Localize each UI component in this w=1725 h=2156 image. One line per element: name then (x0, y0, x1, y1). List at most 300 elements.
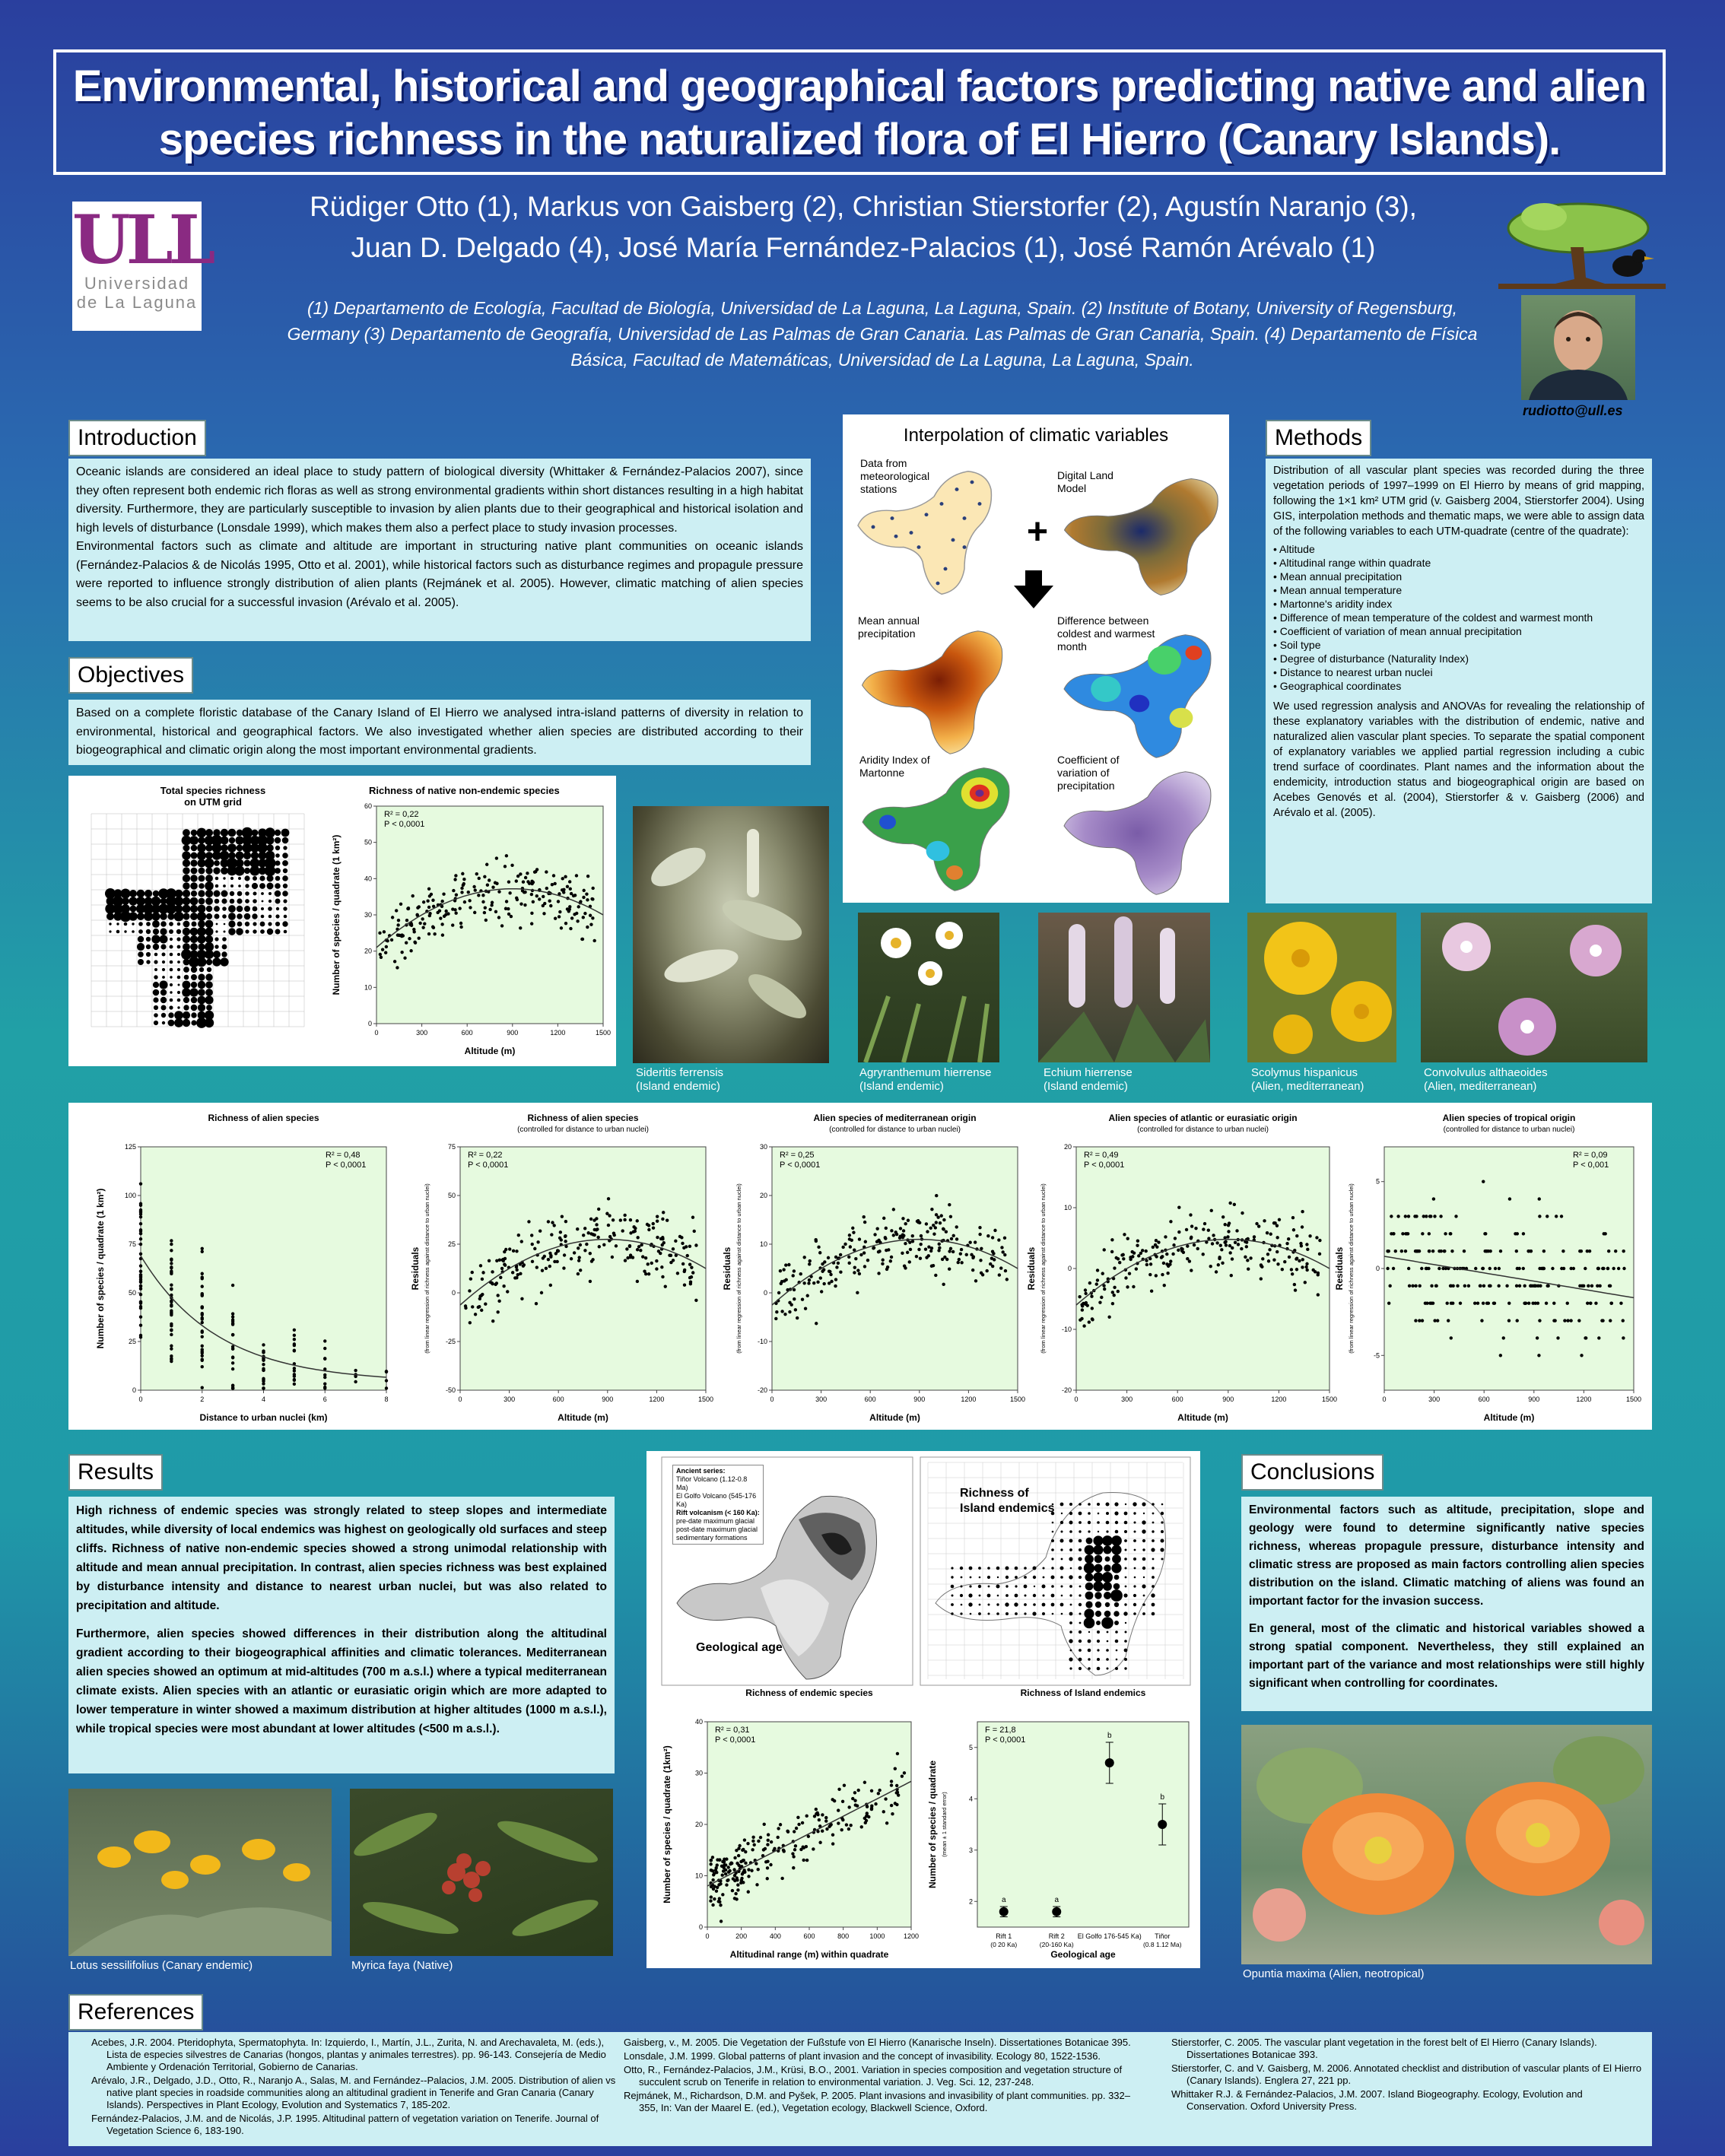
data-point (561, 1215, 564, 1218)
data-point (926, 1230, 929, 1233)
endemic-dot (1079, 1548, 1082, 1551)
data-point (894, 1802, 897, 1805)
data-point (481, 894, 484, 897)
richness-dot (237, 922, 243, 927)
data-point (839, 1271, 842, 1274)
data-point (439, 916, 442, 919)
data-point (750, 1869, 753, 1872)
data-point (870, 1789, 873, 1792)
data-point (1295, 1268, 1298, 1271)
data-point (815, 1322, 818, 1325)
conclusions-heading: Conclusions (1241, 1454, 1383, 1491)
data-point (1155, 1239, 1158, 1242)
richness-dot (283, 907, 287, 910)
endemic-dot (1115, 1667, 1118, 1670)
group-logo-icon (1498, 194, 1666, 289)
data-point (262, 1382, 265, 1385)
data-point (948, 1267, 951, 1270)
data-point (170, 1287, 173, 1290)
reference-entry: Arévalo, J.R., Delgado, J.D., Otto, R., Naranjo A., Salas, M. and Fernández--Palacios, J.M. 2005. Distribution of alien vs native plant species in roadside communities along an altitudinal gradient in Tenerife and Gran Canaria (Canary Islands). Perspectives in Plant Ecology, Evolution and Systematics 7, 185-202. (91, 2075, 616, 2110)
data-point (408, 937, 411, 940)
data-point (1123, 1233, 1126, 1236)
data-point (1215, 1270, 1218, 1273)
data-point (802, 1859, 805, 1862)
richness-dot (153, 891, 160, 897)
data-point (655, 1259, 658, 1262)
y-tick-label: -50 (445, 1386, 456, 1394)
data-point (652, 1226, 655, 1229)
data-point (139, 1204, 142, 1207)
data-point (1217, 1263, 1220, 1266)
data-point (231, 1322, 234, 1326)
richness-dot (268, 900, 272, 903)
data-point (1306, 1248, 1309, 1251)
endemic-dot (1107, 1631, 1109, 1634)
data-point (854, 1257, 857, 1260)
references-box (68, 2032, 1652, 2146)
endemic-dot (1152, 1539, 1155, 1542)
richness-dot (224, 931, 226, 933)
data-point (1004, 1269, 1007, 1272)
richness-dot (170, 991, 172, 993)
data-point (1194, 1227, 1197, 1230)
richness-dot (224, 923, 226, 926)
chart-title: Alien species of mediterranean origin (813, 1113, 977, 1123)
endemic-dot (1061, 1595, 1063, 1597)
data-point (1174, 1237, 1177, 1240)
endemic-dot (1079, 1603, 1082, 1606)
data-point (759, 1836, 762, 1839)
data-point (688, 1262, 691, 1265)
endemic-dot (1095, 1611, 1101, 1617)
methods-p1: Distribution of all vascular plant species was recorded during the three vegetation periods of 1997–1999 on El Hierro by means of grid mapping, following the 1×1 km² UTM grid (v. Gaisberg 2004, Stierstorfer 2004). Using GIS, interpolation methods and thematic maps, we were able to assign data of the following variables to each UTM-quadrate (centre of the quadrate): (1273, 465, 1644, 538)
endemic-dot (1152, 1513, 1155, 1515)
data-point (1480, 1319, 1483, 1322)
data-point (427, 906, 430, 909)
chart-annotation: R² = 0,48 (326, 1151, 361, 1160)
data-point (919, 1243, 922, 1246)
endemic-dot (961, 1577, 963, 1579)
richness-dot (213, 867, 220, 874)
ull-logo-mark: ULL (72, 200, 211, 279)
endemic-dot (1043, 1577, 1045, 1579)
data-point (528, 882, 531, 885)
data-point (293, 1378, 296, 1381)
richness-dot (190, 913, 198, 920)
data-point (885, 1227, 888, 1230)
method-variable: • Distance to nearest urban nuclei (1273, 665, 1644, 679)
richness-dot (267, 929, 273, 935)
data-point (577, 905, 580, 908)
data-point (1080, 1317, 1083, 1320)
data-point (1546, 1284, 1549, 1288)
data-point (139, 1323, 142, 1326)
data-point (807, 1281, 810, 1284)
endemic-dot (1134, 1531, 1136, 1533)
data-point (583, 1227, 586, 1230)
endemic-dot (996, 1603, 999, 1605)
data-point (925, 1222, 928, 1225)
data-point (552, 874, 555, 877)
data-point (1281, 1268, 1284, 1271)
data-point (507, 881, 510, 884)
endemic-dot (1033, 1594, 1036, 1597)
data-point (834, 1256, 837, 1259)
data-point (828, 1824, 831, 1827)
richness-dot (260, 929, 265, 934)
data-point (625, 1247, 628, 1250)
data-point (1132, 1285, 1135, 1288)
data-point (828, 1269, 831, 1272)
geology-legend (672, 1465, 764, 1545)
data-point (467, 891, 470, 894)
data-point (780, 1282, 783, 1285)
richness-dot (237, 906, 243, 913)
data-point (472, 885, 475, 888)
data-point (1418, 1284, 1421, 1288)
richness-dot (160, 913, 167, 920)
data-point (780, 1310, 783, 1313)
endemic-dot (1033, 1603, 1036, 1606)
richness-dot (154, 968, 157, 971)
data-point (1305, 1262, 1308, 1265)
chart-annotation: R² = 0,25 (780, 1151, 815, 1160)
endemic-dot (978, 1612, 981, 1615)
data-point (1088, 1320, 1091, 1323)
data-point (262, 1386, 265, 1389)
data-point (531, 1243, 534, 1246)
data-point (808, 1259, 812, 1262)
richness-dot (183, 1019, 190, 1027)
data-point (856, 1269, 859, 1272)
endemic-dot (1124, 1539, 1127, 1542)
data-point (636, 1219, 639, 1222)
caption-myrica: Myrica faya (Native) (351, 1959, 453, 1972)
conclusions-text (1241, 1497, 1652, 1711)
endemic-dot (1088, 1631, 1090, 1633)
data-point (892, 1208, 895, 1211)
data-point (1228, 1244, 1231, 1247)
data-point (589, 1280, 592, 1283)
data-point (201, 1272, 204, 1275)
category-label: Rift 2 (1048, 1932, 1065, 1940)
data-point (1129, 1258, 1132, 1261)
data-point (139, 1293, 142, 1296)
data-point (1246, 1259, 1249, 1262)
y-tick-label: 10 (694, 1872, 703, 1880)
data-point (1622, 1249, 1625, 1253)
data-point (1096, 1269, 1099, 1272)
data-point (681, 1262, 685, 1265)
data-point (691, 1216, 694, 1219)
data-point (139, 1237, 142, 1240)
endemic-dot (1051, 1557, 1053, 1560)
data-point (1406, 1232, 1409, 1235)
endemic-dot (1134, 1522, 1136, 1524)
data-point (878, 1789, 881, 1792)
data-point (231, 1361, 234, 1364)
richness-dot (153, 997, 158, 1002)
endemic-dot (1105, 1602, 1110, 1607)
data-point (1446, 1302, 1449, 1305)
data-point (481, 1271, 484, 1274)
data-point (385, 1379, 388, 1382)
data-point (837, 1808, 840, 1811)
data-point (403, 957, 406, 960)
data-point (1421, 1232, 1424, 1235)
endemic-dot (1034, 1586, 1035, 1587)
richness-dot (222, 945, 227, 950)
chart-annotation: R² = 0,22 (468, 1151, 503, 1160)
data-point (777, 1836, 780, 1839)
alien-charts-panel (68, 1103, 1652, 1430)
data-point (822, 1282, 825, 1285)
endemic-richness-chart (650, 1685, 920, 1967)
data-point (1584, 1336, 1587, 1339)
data-point (875, 1227, 878, 1230)
data-point (1000, 1246, 1003, 1249)
data-point (986, 1234, 990, 1237)
richness-dot (252, 830, 259, 837)
data-point (1474, 1267, 1477, 1270)
richness-dot (205, 995, 213, 1004)
x-tick-label: 1200 (550, 1029, 566, 1037)
richness-dot (275, 899, 281, 904)
data-point (415, 913, 418, 916)
richness-dot (197, 957, 207, 967)
richness-dot (230, 884, 233, 887)
data-point (942, 1283, 945, 1286)
data-point (960, 1248, 963, 1251)
data-point (533, 1247, 536, 1250)
richness-dot (160, 935, 168, 944)
data-point (827, 1256, 830, 1259)
chart-annotation: P < 0,0001 (384, 820, 425, 829)
endemic-dot (1024, 1603, 1027, 1606)
data-point (1126, 1285, 1129, 1288)
data-point (629, 1218, 632, 1221)
data-point (427, 887, 430, 891)
affiliations: (1) Departamento de Ecología, Facultad de Biología, Universidad de La Laguna, La Laguna, Spain. (2) Institute of Botany, University of Regensburg, Germany (3) Departamento de Geografía, Universidad de Las Palmas de Gran Canaria. Las Palmas de Gran Canaria, Spain. (4) Departamento de Física Básica, Facultad de Matemáticas, Universidad de La Laguna, La Laguna, Spain. (287, 298, 1478, 370)
endemic-dot (1093, 1535, 1103, 1545)
data-point (1304, 1265, 1307, 1269)
significance-letter: a (1001, 1896, 1006, 1904)
endemic-dot (1152, 1612, 1155, 1616)
richness-dot (205, 844, 213, 852)
significance-letter: b (1107, 1732, 1112, 1740)
richness-dot (159, 980, 167, 989)
data-point (1617, 1267, 1620, 1270)
data-point (430, 893, 433, 896)
data-point (1589, 1302, 1592, 1305)
endemic-dot (1079, 1586, 1082, 1588)
data-point (1518, 1284, 1521, 1288)
richness-dot (253, 892, 257, 896)
label-aridity: Aridity Index of Martonne (859, 754, 930, 779)
data-point (1117, 1290, 1120, 1293)
richness-dot (221, 837, 229, 845)
data-point (517, 1234, 520, 1237)
data-point (740, 1878, 743, 1881)
data-point (716, 1886, 719, 1889)
data-point (991, 1265, 994, 1268)
data-point (454, 874, 457, 877)
richness-dot (191, 1012, 196, 1018)
data-point (385, 1386, 388, 1389)
y-tick-label: 0 (132, 1386, 136, 1394)
data-point (906, 1251, 909, 1254)
data-point (847, 1805, 850, 1808)
legend-item-6: sedimentary formations (676, 1534, 748, 1542)
endemic-dot (1161, 1539, 1164, 1543)
richness-dot (206, 1005, 212, 1011)
data-point (414, 941, 417, 944)
richness-dot (177, 961, 180, 964)
richness-dot (109, 930, 111, 932)
endemic-dot (1116, 1659, 1118, 1661)
caption-sideritis (636, 1066, 723, 1094)
data-point (491, 885, 494, 888)
data-point (421, 917, 424, 920)
data-point (924, 1247, 927, 1250)
richness-dot (237, 898, 242, 903)
data-point (848, 1234, 851, 1237)
data-point (669, 1261, 672, 1264)
data-point (591, 916, 594, 919)
y-tick-label: 50 (447, 1192, 456, 1199)
richness-dot (282, 853, 288, 859)
endemic-dot (1151, 1593, 1155, 1597)
data-point (485, 863, 488, 866)
y-axis-label: Number of species / quadrate (1km²) (662, 1745, 672, 1904)
chart-annotation: P < 0,0001 (326, 1161, 367, 1170)
endemic-dot (970, 1577, 972, 1579)
data-point (170, 1265, 173, 1269)
data-point (1449, 1232, 1452, 1235)
contact-email[interactable]: rudiotto@ull.es (1523, 403, 1623, 418)
data-point (139, 1211, 142, 1214)
endemic-dot (997, 1577, 999, 1578)
data-point (1499, 1249, 1502, 1253)
photo-lotus (68, 1789, 332, 1956)
data-point (391, 916, 394, 919)
data-point (484, 919, 488, 922)
richness-dot (283, 884, 288, 888)
y-axis-label: Number of species / quadrate (1 km²) (95, 1188, 106, 1349)
data-point (831, 1798, 834, 1801)
chart-annotation: P < 0,001 (1573, 1161, 1609, 1170)
data-point (856, 1291, 859, 1294)
data-point (1166, 1272, 1169, 1275)
data-point (719, 1904, 722, 1907)
data-point (770, 1840, 773, 1843)
endemic-dot (1015, 1585, 1017, 1587)
endemic-dot (951, 1585, 955, 1589)
data-point (484, 1303, 487, 1306)
data-point (393, 960, 396, 963)
endemic-dot (1060, 1539, 1064, 1543)
x-tick-label: 300 (1121, 1396, 1133, 1403)
data-point (666, 1219, 669, 1222)
richness-dot (191, 1020, 196, 1025)
data-point (1190, 1237, 1193, 1240)
y-tick-label: 40 (694, 1718, 703, 1726)
data-point (766, 1877, 769, 1880)
y-tick-label: 50 (364, 838, 372, 846)
data-point (542, 912, 545, 915)
endemic-dot (1069, 1594, 1072, 1596)
methods-heading: Methods (1266, 420, 1371, 456)
data-point (471, 1305, 474, 1308)
data-point (1552, 1302, 1555, 1305)
data-point (1428, 1249, 1431, 1253)
richness-dot (198, 943, 205, 950)
x-tick-label: 600 (1478, 1396, 1490, 1403)
data-point (1133, 1251, 1136, 1254)
x-tick-label: 600 (1171, 1396, 1183, 1403)
data-point (526, 872, 529, 875)
data-point (636, 1248, 639, 1251)
richness-dot (191, 845, 198, 852)
data-point (1552, 1319, 1555, 1322)
data-point (831, 1834, 834, 1837)
data-point (959, 1252, 962, 1255)
data-point (1407, 1267, 1410, 1270)
endemic-dot (1093, 1581, 1103, 1591)
y-tick-label: -5 (1373, 1351, 1380, 1360)
richness-dot (138, 951, 144, 957)
richness-dot (162, 953, 166, 957)
data-point (170, 1239, 173, 1242)
data-point (732, 1877, 735, 1880)
richness-dot (245, 891, 249, 896)
data-point (1428, 1232, 1431, 1235)
data-point (993, 1229, 996, 1232)
richness-dot (253, 907, 258, 912)
data-point (1414, 1319, 1417, 1322)
data-point (668, 1253, 671, 1256)
data-point (395, 909, 398, 912)
data-point (201, 1317, 204, 1320)
data-point (1538, 1319, 1541, 1322)
data-point (1416, 1249, 1419, 1253)
richness-dot (268, 922, 272, 926)
endemic-dot (1079, 1613, 1082, 1615)
data-point (231, 1386, 234, 1389)
references-column-2 (624, 2037, 1148, 2116)
data-point (751, 1848, 754, 1851)
data-point (1293, 1283, 1296, 1286)
data-point (139, 1302, 142, 1305)
data-point (637, 1245, 640, 1248)
logo-text-2: de La Laguna (76, 293, 198, 312)
y-tick-label: 25 (128, 1338, 136, 1345)
data-point (877, 1792, 880, 1795)
data-point (1408, 1284, 1411, 1288)
data-point (1386, 1249, 1389, 1253)
data-point (201, 1250, 204, 1253)
richness-dot (253, 929, 256, 933)
data-point (1186, 1257, 1189, 1260)
data-point (522, 881, 525, 884)
data-point (1131, 1255, 1134, 1258)
endemic-dot (1052, 1522, 1054, 1524)
data-point (960, 1261, 963, 1264)
endemic-dot (978, 1585, 981, 1588)
data-point (974, 1279, 977, 1282)
richness-dot (266, 837, 275, 845)
richness-dot (191, 982, 197, 988)
